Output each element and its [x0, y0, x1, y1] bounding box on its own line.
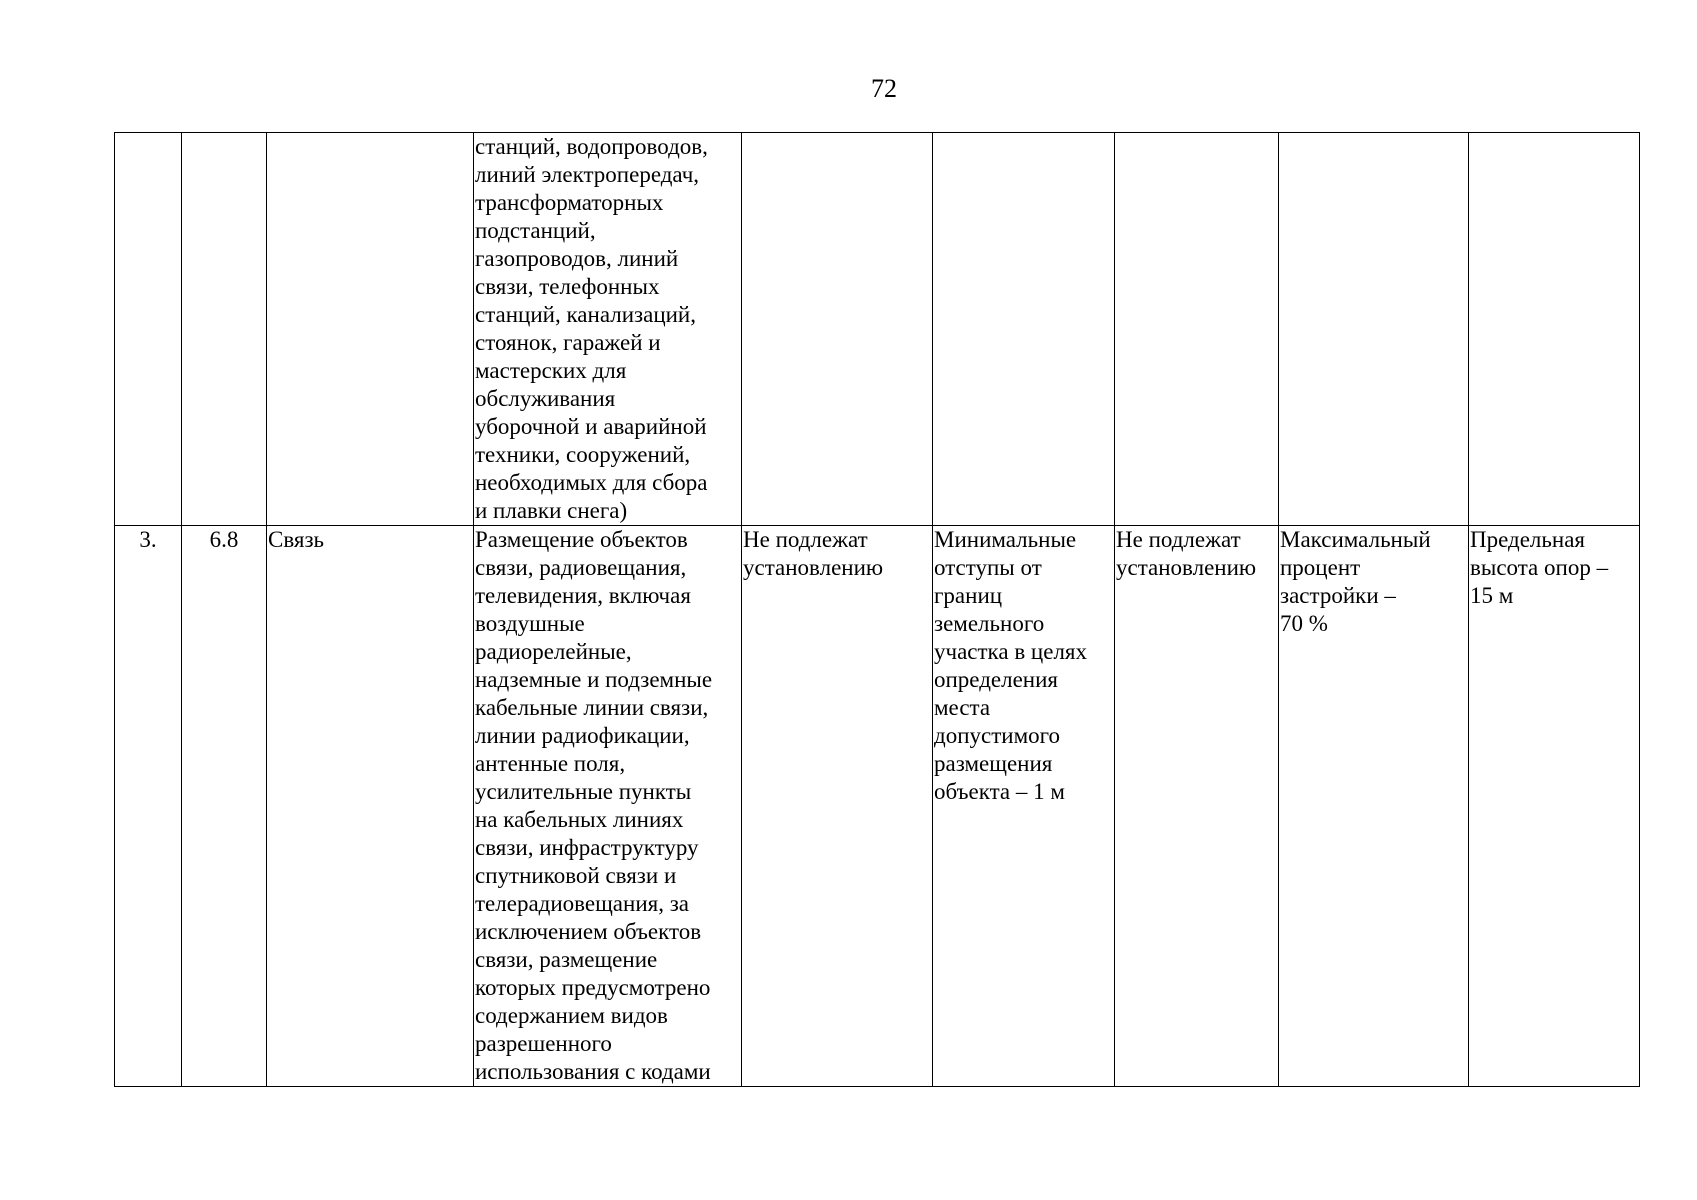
use-code-cell [182, 133, 267, 526]
row-number-cell [115, 133, 182, 526]
use-description-cell: станций, водопроводов, линий электропередач, трансформаторных подстанций, газопроводов, линий связи, телефонных станций, канализаций, стоянок, гаражей и мастерских для обслуживания уборочной и аварийной техники, сооружений, необходимых для сбора и плавки снега) [474, 133, 742, 526]
parameter-cell-5: Предельная высота опор – 15 м [1469, 526, 1640, 1087]
table-row [115, 526, 1640, 1087]
use-name-cell [267, 133, 474, 526]
parameter-cell-4 [1279, 133, 1469, 526]
parameter-cell-3: Не подлежат установлению [1115, 526, 1279, 1087]
regulations-table [114, 132, 1640, 1087]
use-description-cell: Размещение объектов связи, радиовещания, телевидения, включая воздушные радиорелейные, надземные и подземные кабельные линии связи, линии радиофикации, антенные поля, усилительные пункты на кабельных линиях связи, инфраструктуру спутниковой связи и телерадиовещания, за исключением объектов связи, размещение которых предусмотрено содержанием видов разрешенного использования с кодами [474, 526, 742, 1087]
use-code-cell: 6.8 [182, 526, 267, 1087]
parameter-cell-5 [1469, 133, 1640, 526]
parameter-cell-3 [1115, 133, 1279, 526]
parameter-cell-4: Максимальный процент застройки – 70 % [1279, 526, 1469, 1087]
parameter-cell-1: Не подлежат установлению [742, 526, 933, 1087]
table-row [115, 133, 1640, 526]
page-number: 72 [871, 74, 897, 103]
use-name-cell: Связь [267, 526, 474, 1087]
row-number-cell: 3. [115, 526, 182, 1087]
parameter-cell-1 [742, 133, 933, 526]
parameter-cell-2 [933, 133, 1115, 526]
parameter-cell-2: Минимальные отступы от границ земельного участка в целях определения места допустимого размещения объекта – 1 м [933, 526, 1115, 1087]
